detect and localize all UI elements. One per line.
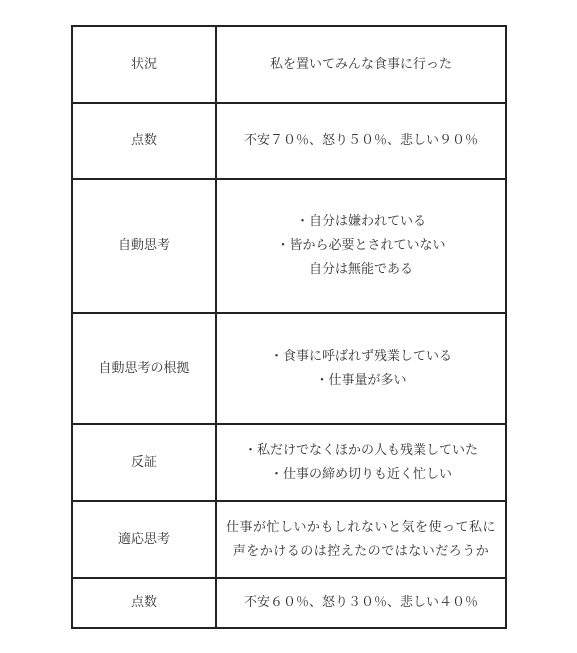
automatic-thought-line: 自分は無能である <box>308 262 413 277</box>
adaptive-thought-text: 仕事が忙しいかもしれないと気を使って私に声をかけるのは控えたのではないだろうか <box>225 519 496 559</box>
counter-evidence-value <box>216 424 506 501</box>
score-after-label: 点数 <box>72 578 216 628</box>
score-before-value <box>216 103 506 179</box>
table-row-score-before <box>72 103 506 179</box>
table-row-situation <box>72 26 506 103</box>
automatic-thought-label: 自動思考 <box>72 179 216 313</box>
thought-evidence-line: ・食事に呼ばれず残業している <box>269 348 452 364</box>
score-before-label: 点数 <box>72 103 216 179</box>
table-row-counter-evidence <box>72 424 506 501</box>
counter-evidence-line: ・私だけでなくほかの人も残業していた <box>243 442 478 458</box>
situation-value <box>216 26 506 103</box>
score-before-text: 不安７０％、怒り５０％、悲しい９０％ <box>243 133 478 148</box>
adaptive-thought-label: 適応思考 <box>72 501 216 578</box>
adaptive-thought-value <box>216 501 506 578</box>
automatic-thought-line: ・皆から必要とされていない <box>276 238 446 253</box>
situation-label: 状況 <box>72 26 216 103</box>
counter-evidence-line: ・仕事の締め切りも近く忙しい <box>269 466 452 482</box>
thought-evidence-value <box>216 313 506 424</box>
automatic-thought-line: ・自分は嫌われている <box>295 214 426 229</box>
score-after-value <box>216 578 506 628</box>
thought-evidence-line: ・仕事量が多い <box>315 372 407 388</box>
table-row-adaptive-thought <box>72 501 506 578</box>
table-row-automatic-thought <box>72 179 506 313</box>
situation-text: 私を置いてみんな食事に行った <box>269 56 452 72</box>
table-row-score-after <box>72 578 506 628</box>
counter-evidence-label: 反証 <box>72 424 216 501</box>
table-row-thought-evidence <box>72 313 506 424</box>
cbt-record-table <box>71 25 507 629</box>
score-after-text: 不安６０％、怒り３０％、悲しい４０％ <box>243 595 478 610</box>
automatic-thought-value <box>216 179 506 313</box>
thought-evidence-label: 自動思考の根拠 <box>72 313 216 424</box>
